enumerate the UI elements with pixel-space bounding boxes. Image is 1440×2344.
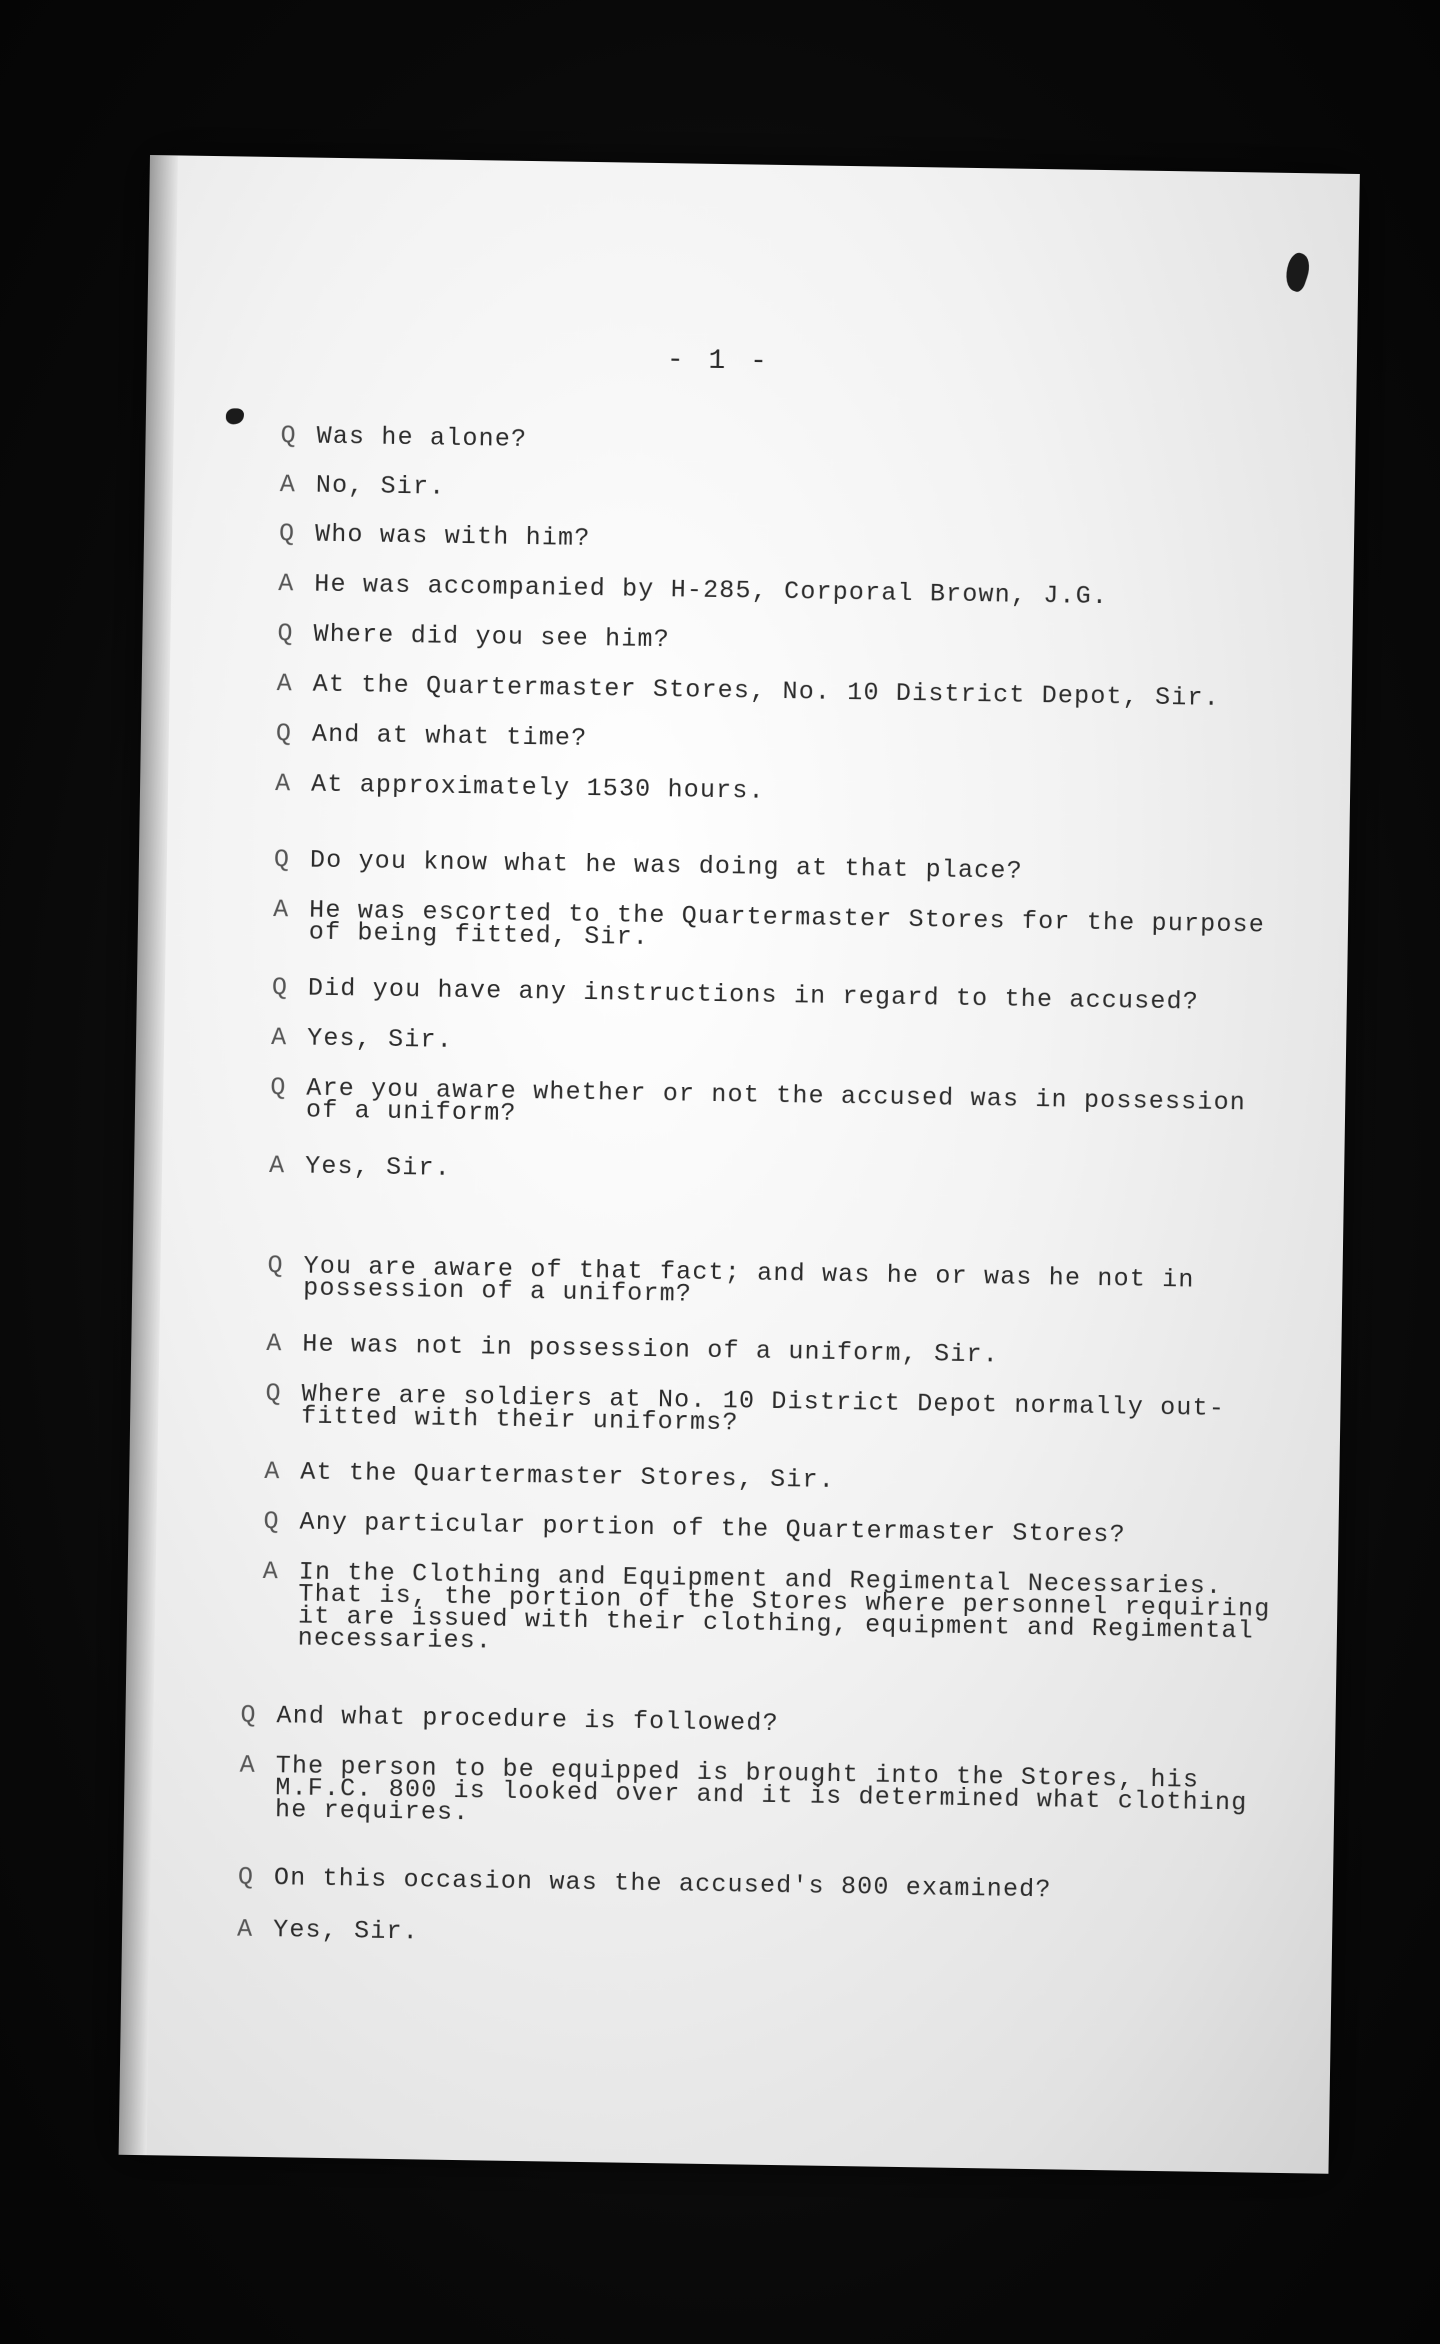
transcript-line (267, 1250, 1195, 1314)
transcript-line (270, 1073, 1247, 1136)
transcript-line (273, 845, 1024, 886)
transcript-line (265, 1378, 1226, 1442)
line-text: At the Quartermaster Stores, No. 10 District Depot, Sir. (312, 669, 1221, 713)
transcript-line (276, 669, 1221, 713)
speaker-marker: Q (265, 1378, 282, 1409)
line-text: Did you have any instructions in regard to the accused? (307, 973, 1200, 1017)
speaker-marker: Q (278, 519, 296, 549)
speaker-marker: Q (240, 1700, 257, 1730)
transcript-line (236, 1914, 420, 1947)
line-text: And at what time? (311, 719, 588, 753)
transcript-line (277, 619, 671, 655)
line-text: And what procedure is followed? (276, 1701, 779, 1739)
speaker-marker: Q (270, 1073, 287, 1103)
speaker-marker: Q (280, 421, 298, 451)
line-text: Any particular portion of the Quartermaster Stores? (299, 1507, 1127, 1550)
line-text: He was accompanied by H-285, Corporal Brown, J.G. (314, 569, 1109, 612)
transcript-line (239, 1750, 1248, 1837)
speaker-marker: A (236, 1914, 254, 1944)
transcript-line (272, 895, 1266, 959)
speaker-marker: A (270, 1023, 288, 1053)
line-text: At the Quartermaster Stores, Sir. (300, 1457, 836, 1495)
line-text: Yes, Sir. (306, 1023, 454, 1055)
line-text: The person to be equipped is brought into the Stores, his M.F.C. 800 is looked over and it is determined what clothing he requires. (274, 1751, 1248, 1828)
transcript-line (275, 719, 588, 753)
speaker-marker: Q (273, 845, 291, 875)
transcript-line (270, 1023, 454, 1055)
line-text: In the Clothing and Equipment and Regimental Necessaries. That is, the portion of the Stores where personnel requiring it are issued with their clothing, equipment and Regimental necessaries. (297, 1557, 1271, 1656)
speaker-marker: A (272, 895, 290, 925)
speaker-marker: Q (267, 1250, 285, 1281)
transcript-line (262, 1556, 1271, 1665)
speaker-marker: Q (271, 973, 289, 1003)
transcript-line (264, 1456, 836, 1495)
line-text: At approximately 1530 hours. (310, 769, 765, 806)
transcript-line (280, 421, 528, 454)
line-text: Was he alone? (316, 421, 528, 454)
page-number: - 1 - (666, 345, 772, 378)
document-page (119, 155, 1360, 2174)
line-text: Are you aware whether or not the accused was in possession of a uniform? (305, 1073, 1247, 1128)
speaker-marker: Q (263, 1506, 280, 1537)
line-text: Yes, Sir. (272, 1915, 420, 1947)
line-text: Do you know what he was doing at that place? (309, 845, 1024, 886)
transcript-line (263, 1506, 1127, 1550)
ink-blot (226, 408, 244, 424)
line-text: He was escorted to the Quartermaster Stores for the purpose of being fitted, Sir. (308, 895, 1266, 952)
speaker-marker: A (276, 669, 294, 699)
speaker-marker: A (264, 1456, 281, 1487)
speaker-marker: A (274, 769, 292, 799)
corner-ink-mark (1281, 250, 1314, 293)
speaker-marker: Q (275, 719, 293, 749)
line-text: Yes, Sir. (304, 1151, 452, 1183)
line-text: Who was with him? (314, 519, 591, 553)
speaker-marker: A (266, 1328, 283, 1359)
line-text: Where are soldiers at No. 10 District Depot normally out- fitted with their uniforms? (300, 1379, 1226, 1438)
line-text: On this occasion was the accused's 800 examined? (273, 1863, 1052, 1905)
speaker-marker: Q (277, 619, 294, 649)
speaker-marker: Q (237, 1862, 255, 1892)
line-text: You are aware of that fact; and was he or was he not in possession of a uniform? (302, 1251, 1195, 1309)
speaker-marker: A (239, 1750, 257, 1780)
transcript-line (240, 1700, 779, 1739)
transcript-line (278, 569, 1109, 612)
line-text: No, Sir. (315, 470, 446, 502)
speaker-marker: A (278, 569, 295, 599)
speaker-marker: A (262, 1556, 280, 1587)
line-text: He was not in possession of a uniform, Sir. (302, 1329, 1000, 1370)
transcript-line (279, 470, 446, 502)
transcript-line (268, 1150, 452, 1183)
transcript-line (271, 973, 1200, 1017)
transcript-line (266, 1328, 1000, 1370)
speaker-marker: A (268, 1150, 286, 1181)
transcript-line (237, 1862, 1052, 1905)
speaker-marker: A (279, 470, 297, 500)
line-text: Where did you see him? (313, 619, 671, 655)
transcript-line (274, 769, 765, 806)
transcript-line (278, 519, 591, 553)
